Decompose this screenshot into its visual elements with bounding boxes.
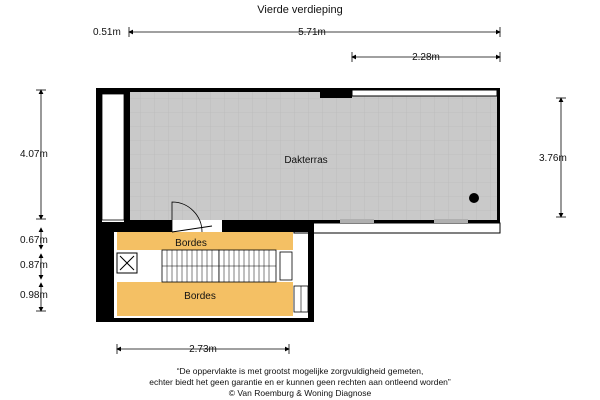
disclaimer-line-1: “De oppervlakte is met grootst mogelijke zorgvuldigheid gemeten, xyxy=(176,366,424,376)
drain-icon xyxy=(469,193,479,203)
dim-top-width: 5.71m xyxy=(298,27,326,38)
dim-left-stub: 0.51m xyxy=(93,27,121,38)
dim-seg-3: 0.98m xyxy=(20,290,48,301)
room-label-landing-bottom: Bordes xyxy=(184,291,216,302)
room-label-roof-terrace: Dakterras xyxy=(284,155,328,166)
dim-terrace-height-left: 4.07m xyxy=(20,149,48,160)
floor-title: Vierde verdieping xyxy=(257,4,343,16)
dim-seg-1: 0.67m xyxy=(20,235,48,246)
room-label-landing-top: Bordes xyxy=(175,238,207,249)
disclaimer xyxy=(0,366,600,399)
dim-right-partial: 2.28m xyxy=(412,52,440,63)
dim-bottom-width: 2.73m xyxy=(189,344,217,355)
copyright: © Van Roemburg & Woning Diagnose xyxy=(228,388,372,398)
disclaimer-line-2: echter biedt het geen garantie en er kunnen geen rechten aan ontleend worden” xyxy=(149,377,451,387)
dim-seg-2: 0.87m xyxy=(20,260,48,271)
dim-terrace-height-right: 3.76m xyxy=(539,153,567,164)
